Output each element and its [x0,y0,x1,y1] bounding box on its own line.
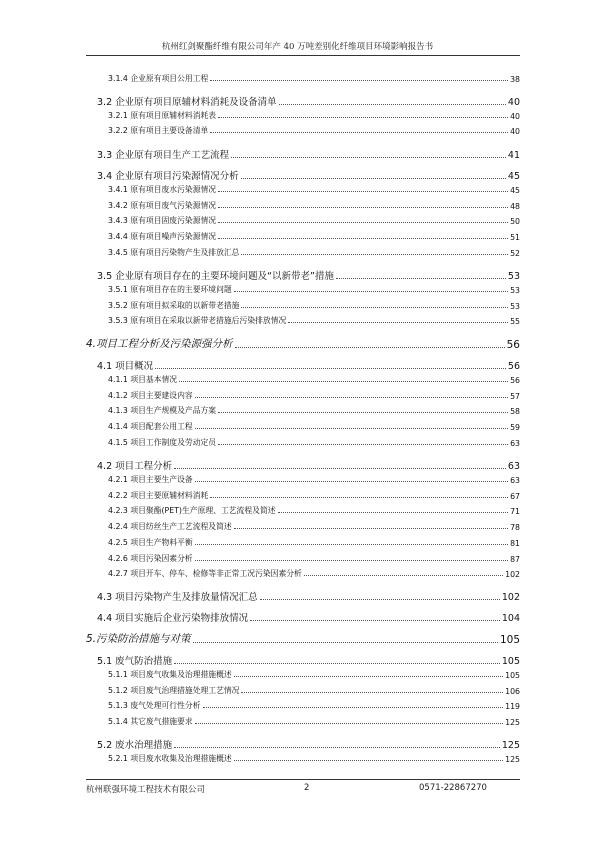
toc-entry[interactable] [108,521,520,532]
toc-entry[interactable] [108,184,520,195]
toc-entry[interactable] [108,405,520,416]
toc-entry-label: 4.3 项目污染物产生及排放量情况汇总 [97,592,258,603]
toc-entry[interactable] [97,589,520,603]
toc-entry[interactable] [108,537,520,548]
toc-leader-dots [250,620,500,621]
toc-entry-label: 5.2.1 项目废水收集及治理措施概述 [108,754,232,763]
toc-entry-label: 3.1.4 企业原有项目公用工程 [108,74,209,83]
toc-leader-dots [218,444,508,445]
toc-entry-label: 3.4.2 原有项目废气污染源情况 [108,201,217,210]
toc-entry[interactable] [108,716,520,727]
toc-entry-label: 4.2.2 项目主要原辅材料消耗 [108,491,209,500]
toc-entry[interactable] [108,421,520,432]
toc-entry-page: 125 [501,740,520,751]
toc-entry[interactable] [108,685,520,696]
toc-entry-page: 48 [510,202,520,211]
toc-entry-label: 3.5.1 原有项目存在的主要环境问题 [108,285,232,294]
toc-entry-page: 63 [507,461,520,472]
toc-entry-label: 3.5.2 原有项目拟采取的以新带老措施 [108,301,240,310]
toc-entry-page: 40 [507,97,520,108]
toc-entry-page: 52 [510,249,520,258]
toc-entry-label: 4.2.5 项目生产物料平衡 [108,538,193,547]
toc-entry-page: 105 [501,656,520,667]
toc-entry[interactable] [108,490,520,501]
toc-entry-page: 81 [510,539,520,548]
toc-entry-label: 3.3 企业原有项目生产工艺流程 [97,150,230,161]
toc-entry-page: 38 [510,75,520,84]
toc-entry[interactable] [108,200,520,211]
toc-leader-dots [218,191,508,192]
toc-leader-dots [231,157,506,158]
toc-entry[interactable] [108,231,520,242]
toc-leader-dots [195,560,508,561]
toc-entry[interactable] [97,610,520,624]
toc-entry[interactable] [108,284,520,295]
toc-entry-page: 51 [510,233,520,242]
toc-entry[interactable] [97,147,520,161]
toc-entry-page: 67 [510,492,520,501]
toc-entry-page: 45 [507,171,520,182]
toc-leader-dots [241,307,508,308]
toc-leader-dots [336,278,506,279]
toc-leader-dots [241,178,506,179]
toc-leader-dots [174,663,500,664]
toc-leader-dots [304,575,503,576]
toc-entry[interactable] [97,737,520,751]
toc-leader-dots [234,760,503,761]
toc-entry-page: 40 [510,112,520,121]
toc-entry[interactable] [108,374,520,385]
toc-entry[interactable] [108,315,520,326]
toc-leader-dots [288,322,508,323]
toc-leader-dots [195,428,508,429]
toc-leader-dots [195,723,503,724]
toc-leader-dots [174,468,506,469]
toc-entry-label: 4.2.7 项目开车、停车、检修等非正常工况污染因素分析 [108,569,302,578]
toc-leader-dots [210,80,508,81]
toc-entry-page: 102 [501,592,520,603]
footer-divider [86,779,520,780]
toc-entry-label: 3.4.4 原有项目噪声污染源情况 [108,232,217,241]
toc-entry-label: 5.1.2 项目废气治理措施处理工艺情况 [108,686,240,695]
toc-entry-page: 56 [506,339,520,351]
toc-entry-label: 4.1.1 项目基本情况 [108,375,178,384]
toc-entry-label: 4.2.4 项目纺丝生产工艺流程及简述 [108,522,232,531]
toc-leader-dots [193,642,498,643]
toc-leader-dots [218,222,508,223]
toc-leader-dots [241,254,508,255]
toc-entry-page: 57 [510,392,520,401]
toc-entry-page: 41 [507,150,520,161]
toc-entry-page: 125 [505,755,520,764]
toc-leader-dots [241,692,503,693]
toc-leader-dots [155,368,506,369]
toc-entry-page: 106 [505,687,520,696]
toc-leader-dots [234,528,508,529]
toc-entry-page: 58 [510,407,520,416]
toc-entry-page: 78 [510,523,520,532]
toc-entry-label: 5.1 废气防治措施 [97,656,173,667]
toc-entry[interactable] [108,300,520,311]
toc-entry[interactable] [108,505,520,516]
toc-leader-dots [218,117,508,118]
page-header-title: 杭州红剑聚酯纤维有限公司年产 40 万吨差别化纤维项目环境影响报告书 [161,42,434,52]
toc-entry-label: 4.2.6 项目污染因素分析 [108,554,193,563]
toc-entry-page: 104 [501,613,520,624]
toc-entry[interactable] [97,268,520,282]
toc-leader-dots [234,291,508,292]
toc-entry[interactable] [108,110,520,121]
toc-leader-dots [218,238,508,239]
toc-leader-dots [279,104,506,105]
toc-entry-label: 4.1 项目概况 [97,361,154,372]
toc-entry[interactable] [108,73,520,84]
toc-entry[interactable] [108,474,520,485]
toc-leader-dots [195,397,508,398]
toc-entry-label: 4.1.5 项目工作制度及劳动定员 [108,438,217,447]
toc-entry-label: 5.1.4 其它废气措施要求 [108,717,193,726]
toc-entry-label: 3.4.5 原有项目污染物产生及排放汇总 [108,248,240,257]
toc-entry[interactable] [86,631,520,646]
toc-leader-dots [174,747,500,748]
toc-entry-page: 102 [505,570,520,579]
toc-entry-page: 105 [499,634,520,646]
toc-entry-label: 5.1.1 项目废气收集及治理措施概述 [108,670,232,679]
toc-entry-label: 5.2 废水治理措施 [97,740,173,751]
toc-entry-page: 125 [505,718,520,727]
toc-entry-label: 3.5.3 原有项目在采取以新带老措施后污染排放情况 [108,316,287,325]
toc-entry-label: 3.2.1 原有项目原辅材料消耗表 [108,111,217,120]
toc-entry-label: 4.1.3 项目生产规模及产品方案 [108,406,217,415]
toc-entry-page: 53 [507,271,520,282]
toc-entry[interactable] [97,458,520,472]
toc-entry-page: 53 [510,286,520,295]
toc-entry[interactable] [108,247,520,258]
toc-entry-label: 5.污染防治措施与对策 [86,633,191,645]
toc-entry[interactable] [108,437,520,448]
toc-entry[interactable] [97,358,520,372]
toc-entry-page: 119 [505,702,520,711]
toc-entry[interactable] [97,168,520,182]
toc-entry-page: 59 [510,423,520,432]
toc-entry-label: 3.4 企业原有项目污染源情况分析 [97,171,239,182]
toc-entry-page: 45 [510,186,520,195]
toc-entry[interactable] [108,753,520,764]
toc-leader-dots [234,676,503,677]
toc-entry-label: 4.4 项目实施后企业污染物排放情况 [97,613,249,624]
footer-company: 杭州联强环境工程技术有限公司 [86,785,206,795]
toc-leader-dots [203,707,504,708]
page-footer [86,783,520,797]
toc-entry-page: 63 [510,476,520,485]
toc-entry-label: 3.5 企业原有项目存在的主要环境问题及“以新带老”措施 [97,271,334,282]
toc-entry-label: 3.4.3 原有项目固废污染源情况 [108,216,217,225]
toc-entry-page: 56 [507,361,520,372]
toc-entry[interactable] [108,215,520,226]
toc-entry-page: 105 [505,671,520,680]
toc-entry-page: 87 [510,555,520,564]
toc-entry-label: 4.2 项目工程分析 [97,461,173,472]
toc-entry-label: 4.2.1 项目主要生产设备 [108,475,193,484]
toc-leader-dots [210,132,508,133]
toc-entry[interactable] [86,336,520,351]
toc-entry[interactable] [108,568,520,579]
toc-entry-page: 40 [510,127,520,136]
toc-entry-label: 4.2.3 项目聚酯(PET)生产原理、工艺流程及简述 [108,506,276,515]
toc-entry[interactable] [108,669,520,680]
toc-leader-dots [218,207,508,208]
toc-entry-label: 5.1.3 废气处理可行性分析 [108,701,201,710]
toc-entry-page: 63 [510,439,520,448]
toc-entry-page: 53 [510,302,520,311]
toc-entry-page: 50 [510,217,520,226]
toc-entry[interactable] [108,390,520,401]
toc-leader-dots [218,412,508,413]
toc-entry-label: 3.2 企业原有项目原辅材料消耗及设备清单 [97,97,277,108]
toc-entry[interactable] [108,700,520,711]
toc-entry-label: 3.4.1 原有项目废水污染源情况 [108,185,217,194]
toc-entry-label: 4.1.2 项目主要建设内容 [108,391,193,400]
footer-page-number: 2 [304,783,310,793]
toc-entry-page: 71 [510,507,520,516]
toc-entry-label: 4.1.4 项目配套公用工程 [108,422,193,431]
toc-entry-label: 4.项目工程分析及污染源强分析 [86,338,233,350]
toc-leader-dots [195,544,508,545]
toc-entry-page: 56 [510,376,520,385]
toc-entry[interactable] [108,553,520,564]
toc-leader-dots [210,497,508,498]
toc-leader-dots [195,481,508,482]
toc-leader-dots [179,381,508,382]
toc-leader-dots [278,512,509,513]
toc-entry[interactable] [97,94,520,108]
toc-entry[interactable] [97,653,520,667]
toc-entry-page: 55 [510,317,520,326]
toc-leader-dots [235,347,505,348]
toc-entry[interactable] [108,125,520,136]
footer-phone: 0571-22867270 [419,783,487,793]
toc-entry-label: 3.2.2 原有项目主要设备清单 [108,126,209,135]
toc-leader-dots [260,599,500,600]
